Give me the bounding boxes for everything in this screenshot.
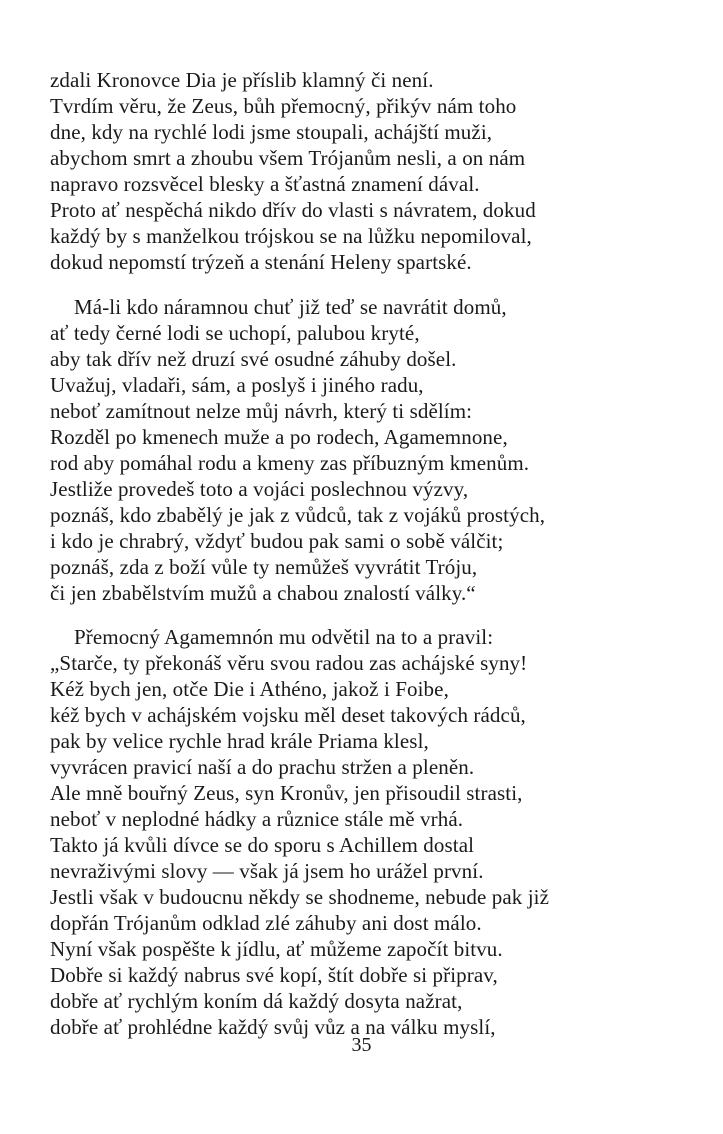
text-line: i kdo je chrabrý, vždyť budou pak sami o sobě válčit; — [50, 529, 504, 553]
text-line: Ale mně bouřný Zeus, syn Kronův, jen přisoudil strasti, — [50, 781, 523, 805]
text-line: neboť v neplodné hádky a různice stále mě vrhá. — [50, 807, 464, 831]
text-line: Nyní však pospěšte k jídlu, ať můžeme započít bitvu. — [50, 937, 503, 961]
text-line: Má-li kdo náramnou chuť již teď se navrátit domů, — [74, 295, 507, 319]
text-line: dne, kdy na rychlé lodi jsme stoupali, achájští muži, — [50, 120, 493, 144]
text-line: dobře ať prohlédne každý svůj vůz a na válku myslí, — [50, 1015, 496, 1039]
text-line: Jestliže provedeš toto a vojáci poslechnou výzvy, — [50, 477, 469, 501]
text-line: Takto já kvůli dívce se do sporu s Achillem dostal — [50, 833, 475, 857]
text-line: Uvažuj, vladaři, sám, a poslyš i jiného radu, — [50, 373, 424, 397]
text-line: aby tak dřív než druzí své osudné záhuby došel. — [50, 347, 457, 371]
page-number: 35 — [351, 1034, 372, 1056]
text-line: Rozděl po kmenech muže a po rodech, Agamemnone, — [50, 425, 508, 449]
text-line: rod aby pomáhal rodu a kmeny zas příbuzným kmenům. — [50, 451, 530, 475]
text-line: zdali Kronovce Dia je příslib klamný či není. — [50, 68, 434, 92]
text-line: Dobře si každý nabrus své kopí, štít dobře si připrav, — [50, 963, 498, 987]
text-line: poznáš, kdo zbabělý je jak z vůdců, tak z vojáků prostých, — [50, 503, 546, 527]
text-line: Přemocný Agamemnón mu odvětil na to a pravil: — [74, 625, 494, 649]
text-line: pak by velice rychle hrad krále Priama klesl, — [50, 729, 429, 753]
text-line: abychom smrt a zhoubu všem Trójanům nesli, a on nám — [50, 146, 526, 170]
text-line: vyvrácen pravicí naší a do prachu stržen a pleněn. — [50, 755, 475, 779]
text-line: Jestli však v budoucnu někdy se shodneme, nebude pak již — [50, 885, 549, 909]
text-line: či jen zbabělstvím mužů a chabou znalostí války.“ — [50, 581, 476, 605]
text-line: kéž bych v achájském vojsku měl deset takových rádců, — [50, 703, 526, 727]
text-line: dopřán Trójanům odklad zlé záhuby ani dost málo. — [50, 911, 482, 935]
text-line: napravo rozsvěcel blesky a šťastná znamení dával. — [50, 172, 480, 196]
text-line: Tvrdím věru, že Zeus, bůh přemocný, přikýv nám toho — [50, 94, 517, 118]
text-line: neboť zamítnout nelze můj návrh, který ti sdělím: — [50, 399, 473, 423]
text-line: Proto ať nespěchá nikdo dřív do vlasti s návratem, dokud — [50, 198, 536, 222]
text-line: každý by s manželkou trójskou se na lůžku nepomiloval, — [50, 224, 532, 248]
text-line: Kéž bych jen, otče Die i Athéno, jakož i Foibe, — [50, 677, 449, 701]
text-line: ať tedy černé lodi se uchopí, palubou kryté, — [50, 321, 420, 345]
text-line: poznáš, zda z boží vůle ty nemůžeš vyvrátit Tróju, — [50, 555, 478, 579]
text-line: nevraživými slovy — však já jsem ho urážel první. — [50, 859, 484, 883]
text-line: dobře ať rychlým koním dá každý dosyta nažrat, — [50, 989, 463, 1013]
text-line: „Starče, ty překonáš věru svou radou zas achájské syny! — [50, 651, 528, 675]
text-line: dokud nepomstí trýzeň a stenání Heleny spartské. — [50, 250, 472, 274]
